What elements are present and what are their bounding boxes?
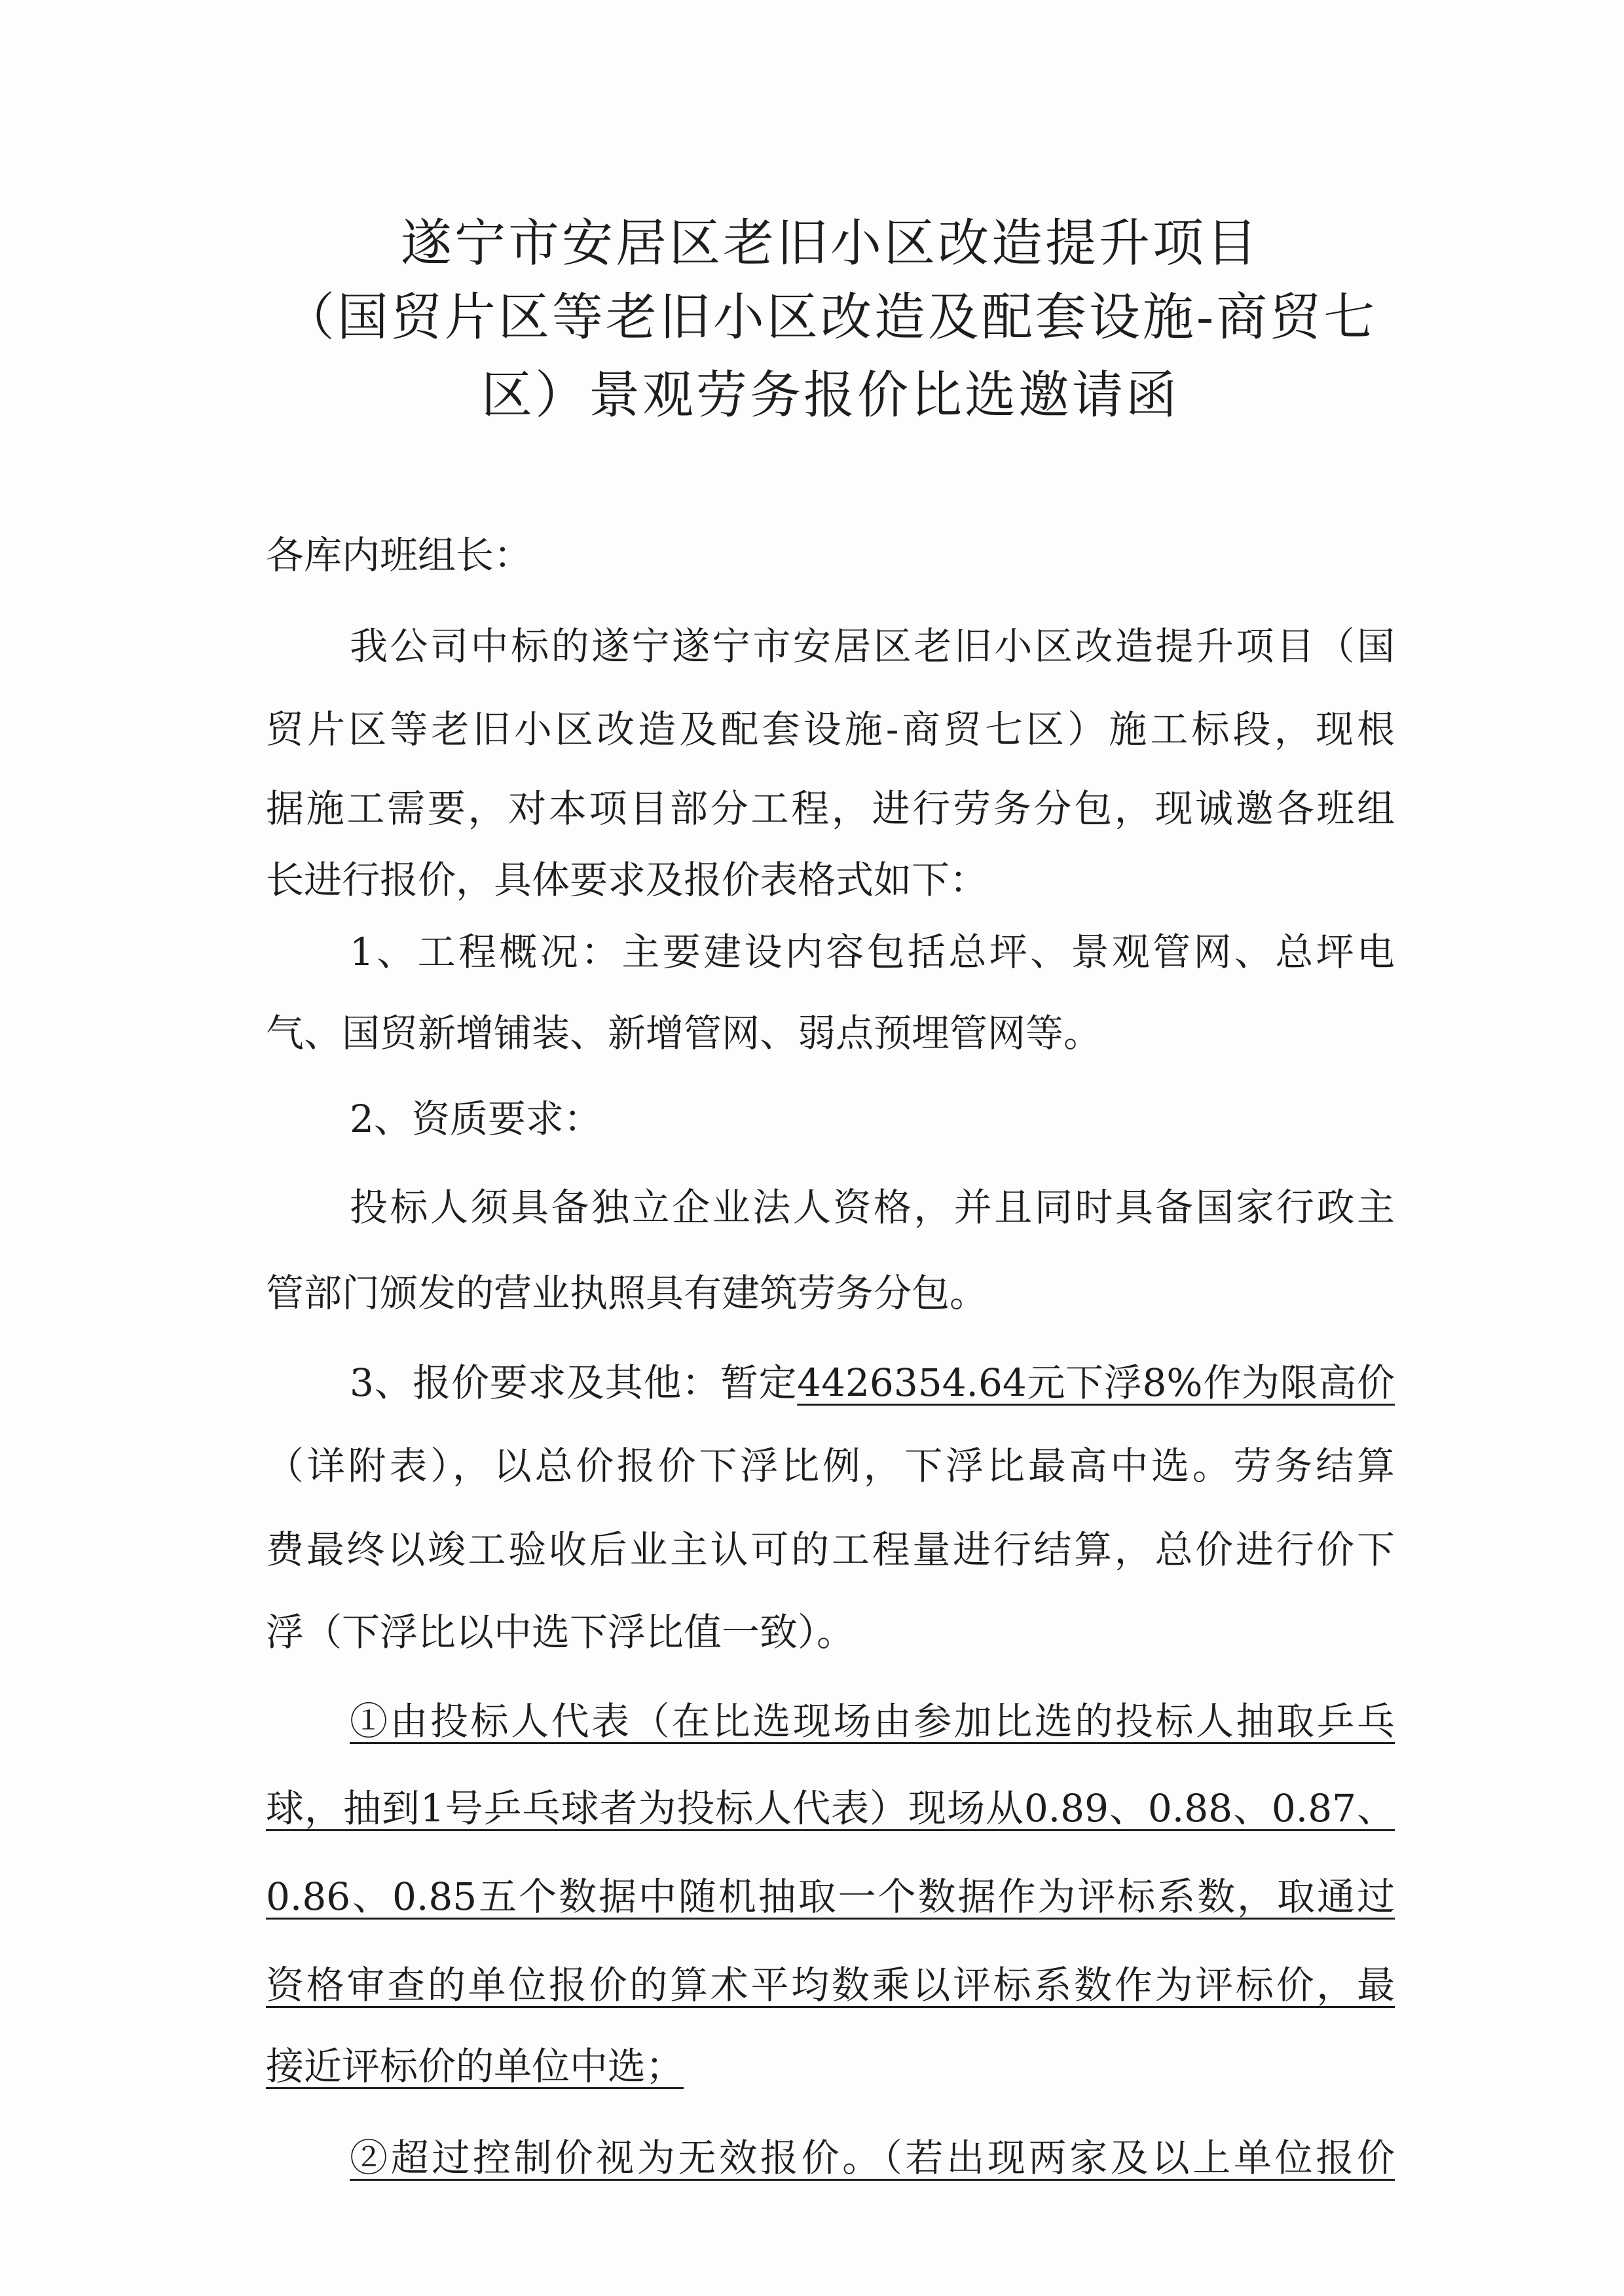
- rule-1-line: ①由投标人代表（在比选现场由参加比选的投标人抽取乒乓: [350, 1699, 1395, 1743]
- document-title-line-3: 区）景观劳务报价比选邀请函: [481, 366, 1179, 425]
- price-ceiling: 4426354.64元下浮8%作为限高价: [797, 1360, 1395, 1405]
- rule-1-line: 资格审查的单位报价的算术平均数乘以评标系数作为评标价，最: [266, 1963, 1395, 2007]
- rule-2-line: ②超过控制价视为无效报价。（若出现两家及以上单位报价: [350, 2136, 1395, 2180]
- qualification-line: 投标人须具备独立企业法人资格，并且同时具备国家行政主: [350, 1185, 1395, 1230]
- document-title-line-1: 遂宁市安居区老旧小区改造提升项目: [400, 214, 1260, 273]
- pricing-line: 费最终以竣工验收后业主认可的工程量进行结算，总价进行价下: [266, 1527, 1395, 1572]
- rule-1-line: 0.86、0.85五个数据中随机抽取一个数据作为评标系数，取通过: [266, 1874, 1395, 1919]
- intro-line: 据施工需要，对本项目部分工程，进行劳务分包，现诚邀各班组: [266, 786, 1395, 831]
- qualification-heading: 2、资质要求：: [350, 1097, 602, 1141]
- pricing-line: 浮（下浮比以中选下浮比值一致）。: [266, 1610, 855, 1654]
- intro-line: 贸片区等老旧小区改造及配套设施-商贸七区）施工标段，现根: [266, 707, 1395, 752]
- pricing-lead: 3、报价要求及其他：暂定: [350, 1360, 798, 1405]
- overview-line: 1、工程概况：主要建设内容包括总坪、景观管网、总坪电: [350, 930, 1395, 974]
- rule-1-line: 接近评标价的单位中选；: [266, 2044, 684, 2088]
- rule-1-line: 球，抽到1号乒乓球者为投标人代表）现场从0.89、0.88、0.87、: [266, 1786, 1395, 1831]
- intro-line: 长进行报价，具体要求及报价表格式如下：: [266, 858, 988, 902]
- qualification-line: 管部门颁发的营业执照具有建筑劳务分包。: [266, 1271, 988, 1315]
- pricing-line: （详附表），以总价报价下浮比例，下浮比最高中选。劳务结算: [266, 1444, 1395, 1488]
- document-title-line-2: （国贸片区等老旧小区改造及配套设施-商贸七: [283, 288, 1378, 347]
- pricing-line: [350, 1357, 1395, 1409]
- salutation: 各库内班组长：: [266, 533, 532, 577]
- intro-line: 我公司中标的遂宁遂宁市安居区老旧小区改造提升项目（国: [350, 624, 1395, 668]
- overview-line: 气、国贸新增铺装、新增管网、弱点预埋管网等。: [266, 1011, 1102, 1055]
